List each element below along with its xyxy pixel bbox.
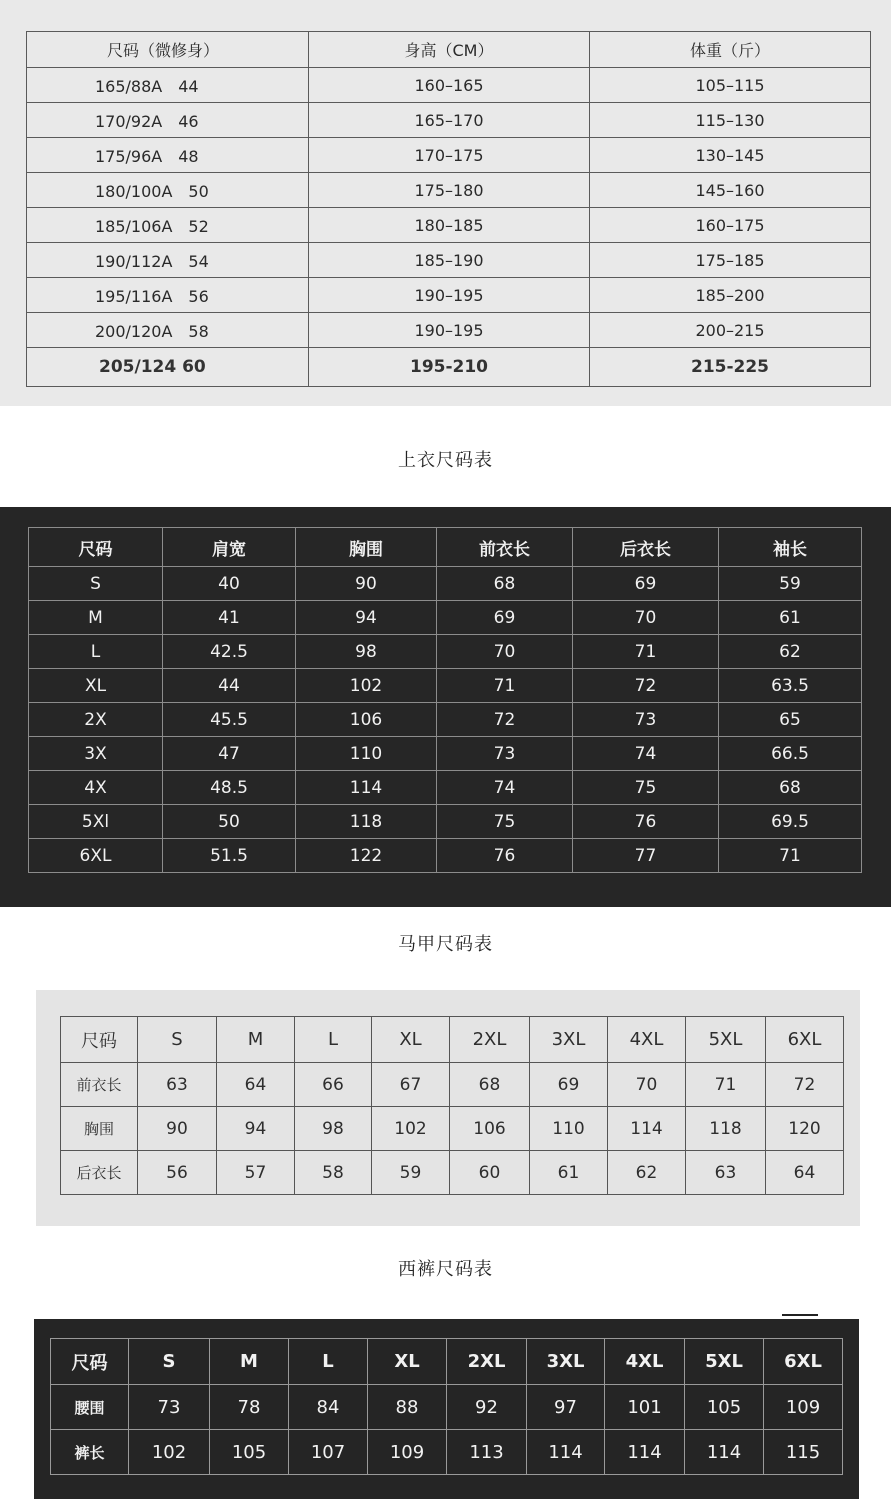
row-label-cell: L — [29, 635, 163, 669]
column-header: 胸围 — [296, 528, 437, 567]
table-cell: 175–185 — [590, 243, 871, 278]
table-cell: 47 — [163, 737, 296, 771]
table-cell: 113 — [447, 1430, 527, 1475]
column-header: 体重（斤） — [590, 32, 871, 68]
table-cell: 71 — [437, 669, 573, 703]
table-row — [27, 313, 871, 348]
table-cell: 185–200 — [590, 278, 871, 313]
table-cell: 109 — [368, 1430, 447, 1475]
column-header: 5XL — [685, 1339, 764, 1385]
table-cell: 106 — [450, 1107, 530, 1151]
table-cell: 118 — [686, 1107, 766, 1151]
row-label-cell: 3X — [29, 737, 163, 771]
table-cell: 77 — [573, 839, 719, 873]
row-label-cell: M — [29, 601, 163, 635]
column-header: S — [129, 1339, 210, 1385]
table-cell: 69 — [530, 1063, 608, 1107]
table-cell: 70 — [437, 635, 573, 669]
table-cell: 57 — [217, 1151, 295, 1195]
table-cell: 68 — [450, 1063, 530, 1107]
table-cell: 75 — [573, 771, 719, 805]
table-cell: 63 — [686, 1151, 766, 1195]
table-cell: 64 — [766, 1151, 844, 1195]
table-cell: 84 — [289, 1385, 368, 1430]
table-row — [27, 348, 871, 387]
table-row — [29, 771, 862, 805]
column-header: 尺码 — [51, 1339, 129, 1385]
column-header: M — [210, 1339, 289, 1385]
trousers-size-section — [34, 1319, 859, 1499]
table-cell: 67 — [372, 1063, 450, 1107]
table-cell: 90 — [138, 1107, 217, 1151]
table-cell: 68 — [719, 771, 862, 805]
table-cell: 130–145 — [590, 138, 871, 173]
table-cell: 98 — [296, 635, 437, 669]
table-cell: 110 — [296, 737, 437, 771]
table-cell: 76 — [573, 805, 719, 839]
table-row — [27, 278, 871, 313]
table-cell: 190–195 — [309, 278, 590, 313]
table-cell: 73 — [573, 703, 719, 737]
column-header: M — [217, 1017, 295, 1063]
column-header: 身高（CM） — [309, 32, 590, 68]
table-cell: 102 — [129, 1430, 210, 1475]
table-cell: 51.5 — [163, 839, 296, 873]
table-cell: 102 — [296, 669, 437, 703]
row-label-cell: XL — [29, 669, 163, 703]
table-row — [27, 173, 871, 208]
table-cell: 180–185 — [309, 208, 590, 243]
column-header: 4XL — [608, 1017, 686, 1063]
table-cell: 105–115 — [590, 68, 871, 103]
table-cell: 71 — [573, 635, 719, 669]
column-header: 尺码 — [61, 1017, 138, 1063]
table-cell: 73 — [129, 1385, 210, 1430]
row-label-cell: 裤长 — [51, 1430, 129, 1475]
table-cell: 59 — [372, 1151, 450, 1195]
column-header: S — [138, 1017, 217, 1063]
table-header-row — [29, 528, 862, 567]
table-cell: 107 — [289, 1430, 368, 1475]
table-cell: 48.5 — [163, 771, 296, 805]
table-row — [29, 669, 862, 703]
trousers-size-table — [50, 1338, 843, 1475]
table-cell: 106 — [296, 703, 437, 737]
row-label-cell: 180/100A 50 — [27, 173, 309, 208]
table-row — [29, 601, 862, 635]
vest-size-table — [60, 1016, 844, 1195]
column-header: 3XL — [530, 1017, 608, 1063]
column-header: 尺码（微修身） — [27, 32, 309, 68]
column-header: XL — [368, 1339, 447, 1385]
table-cell: 115 — [764, 1430, 843, 1475]
row-label-cell: 腰围 — [51, 1385, 129, 1430]
table-cell: 70 — [573, 601, 719, 635]
table-cell: 109 — [764, 1385, 843, 1430]
table-cell: 190–195 — [309, 313, 590, 348]
table-cell: 69.5 — [719, 805, 862, 839]
table-cell: 78 — [210, 1385, 289, 1430]
column-header: 2XL — [447, 1339, 527, 1385]
vest-size-section — [36, 990, 860, 1226]
column-header: 后衣长 — [573, 528, 719, 567]
trousers-chart-caption: 西裤尺码表 — [398, 1259, 493, 1280]
table-cell: 71 — [719, 839, 862, 873]
row-label-cell: 185/106A 52 — [27, 208, 309, 243]
table-cell: 66.5 — [719, 737, 862, 771]
row-label-cell: 4X — [29, 771, 163, 805]
table-header-row — [27, 32, 871, 68]
table-cell: 92 — [447, 1385, 527, 1430]
table-row — [61, 1107, 844, 1151]
table-cell: 50 — [163, 805, 296, 839]
row-label-cell: 胸围 — [61, 1107, 138, 1151]
table-row — [51, 1430, 843, 1475]
table-cell: 62 — [719, 635, 862, 669]
table-cell: 71 — [686, 1063, 766, 1107]
table-cell: 114 — [685, 1430, 764, 1475]
table-cell: 165–170 — [309, 103, 590, 138]
table-cell: 70 — [608, 1063, 686, 1107]
table-row — [27, 103, 871, 138]
table-cell: 145–160 — [590, 173, 871, 208]
column-header: 肩宽 — [163, 528, 296, 567]
row-label-cell: 205/124 60 — [27, 348, 309, 387]
column-header: 前衣长 — [437, 528, 573, 567]
table-cell: 115–130 — [590, 103, 871, 138]
decorative-dash — [782, 1314, 818, 1316]
row-label-cell: 6XL — [29, 839, 163, 873]
table-row — [61, 1151, 844, 1195]
table-cell: 60 — [450, 1151, 530, 1195]
table-cell: 114 — [296, 771, 437, 805]
table-row — [27, 208, 871, 243]
jacket-size-section — [0, 507, 891, 907]
row-label-cell: 165/88A 44 — [27, 68, 309, 103]
table-row — [29, 567, 862, 601]
table-cell: 114 — [527, 1430, 605, 1475]
table-cell: 56 — [138, 1151, 217, 1195]
row-label-cell: 5Xl — [29, 805, 163, 839]
table-cell: 122 — [296, 839, 437, 873]
column-header: 5XL — [686, 1017, 766, 1063]
table-cell: 97 — [527, 1385, 605, 1430]
table-cell: 63.5 — [719, 669, 862, 703]
table-cell: 76 — [437, 839, 573, 873]
general-size-section — [0, 0, 891, 406]
column-header: 尺码 — [29, 528, 163, 567]
row-label-cell: 170/92A 46 — [27, 103, 309, 138]
vest-chart-caption: 马甲尺码表 — [398, 934, 493, 955]
table-cell: 58 — [295, 1151, 372, 1195]
table-cell: 88 — [368, 1385, 447, 1430]
column-header: 袖长 — [719, 528, 862, 567]
table-cell: 118 — [296, 805, 437, 839]
table-row — [29, 737, 862, 771]
column-header: 6XL — [766, 1017, 844, 1063]
table-cell: 195-210 — [309, 348, 590, 387]
table-cell: 94 — [296, 601, 437, 635]
general-size-table — [26, 31, 871, 387]
column-header: 3XL — [527, 1339, 605, 1385]
table-cell: 61 — [719, 601, 862, 635]
table-cell: 105 — [210, 1430, 289, 1475]
table-cell: 200–215 — [590, 313, 871, 348]
row-label-cell: 2X — [29, 703, 163, 737]
table-cell: 63 — [138, 1063, 217, 1107]
table-cell: 69 — [437, 601, 573, 635]
table-cell: 75 — [437, 805, 573, 839]
table-cell: 160–165 — [309, 68, 590, 103]
table-cell: 215-225 — [590, 348, 871, 387]
table-row — [29, 703, 862, 737]
table-cell: 74 — [573, 737, 719, 771]
table-cell: 69 — [573, 567, 719, 601]
table-header-row — [61, 1017, 844, 1063]
table-row — [27, 138, 871, 173]
table-cell: 42.5 — [163, 635, 296, 669]
table-cell: 64 — [217, 1063, 295, 1107]
table-cell: 102 — [372, 1107, 450, 1151]
table-cell: 101 — [605, 1385, 685, 1430]
row-label-cell: S — [29, 567, 163, 601]
table-cell: 160–175 — [590, 208, 871, 243]
row-label-cell: 190/112A 54 — [27, 243, 309, 278]
table-cell: 73 — [437, 737, 573, 771]
table-cell: 40 — [163, 567, 296, 601]
table-cell: 94 — [217, 1107, 295, 1151]
table-cell: 74 — [437, 771, 573, 805]
table-cell: 66 — [295, 1063, 372, 1107]
table-row — [29, 805, 862, 839]
table-cell: 185–190 — [309, 243, 590, 278]
table-cell: 98 — [295, 1107, 372, 1151]
row-label-cell: 后衣长 — [61, 1151, 138, 1195]
table-row — [29, 839, 862, 873]
table-cell: 41 — [163, 601, 296, 635]
row-label-cell: 175/96A 48 — [27, 138, 309, 173]
table-cell: 44 — [163, 669, 296, 703]
table-cell: 114 — [608, 1107, 686, 1151]
row-label-cell: 前衣长 — [61, 1063, 138, 1107]
table-row — [27, 243, 871, 278]
table-cell: 114 — [605, 1430, 685, 1475]
table-cell: 68 — [437, 567, 573, 601]
table-row — [27, 68, 871, 103]
column-header: 4XL — [605, 1339, 685, 1385]
row-label-cell: 195/116A 56 — [27, 278, 309, 313]
table-cell: 105 — [685, 1385, 764, 1430]
table-row — [61, 1063, 844, 1107]
table-cell: 90 — [296, 567, 437, 601]
table-cell: 120 — [766, 1107, 844, 1151]
table-cell: 72 — [437, 703, 573, 737]
table-cell: 62 — [608, 1151, 686, 1195]
table-cell: 72 — [573, 669, 719, 703]
table-row — [29, 635, 862, 669]
jacket-chart-caption: 上衣尺码表 — [398, 450, 493, 471]
column-header: L — [289, 1339, 368, 1385]
column-header: XL — [372, 1017, 450, 1063]
table-header-row — [51, 1339, 843, 1385]
table-cell: 175–180 — [309, 173, 590, 208]
table-cell: 61 — [530, 1151, 608, 1195]
table-row — [51, 1385, 843, 1430]
column-header: L — [295, 1017, 372, 1063]
table-cell: 72 — [766, 1063, 844, 1107]
table-cell: 170–175 — [309, 138, 590, 173]
row-label-cell: 200/120A 58 — [27, 313, 309, 348]
table-cell: 110 — [530, 1107, 608, 1151]
table-cell: 59 — [719, 567, 862, 601]
jacket-size-table — [28, 527, 862, 873]
table-cell: 45.5 — [163, 703, 296, 737]
column-header: 6XL — [764, 1339, 843, 1385]
table-cell: 65 — [719, 703, 862, 737]
column-header: 2XL — [450, 1017, 530, 1063]
